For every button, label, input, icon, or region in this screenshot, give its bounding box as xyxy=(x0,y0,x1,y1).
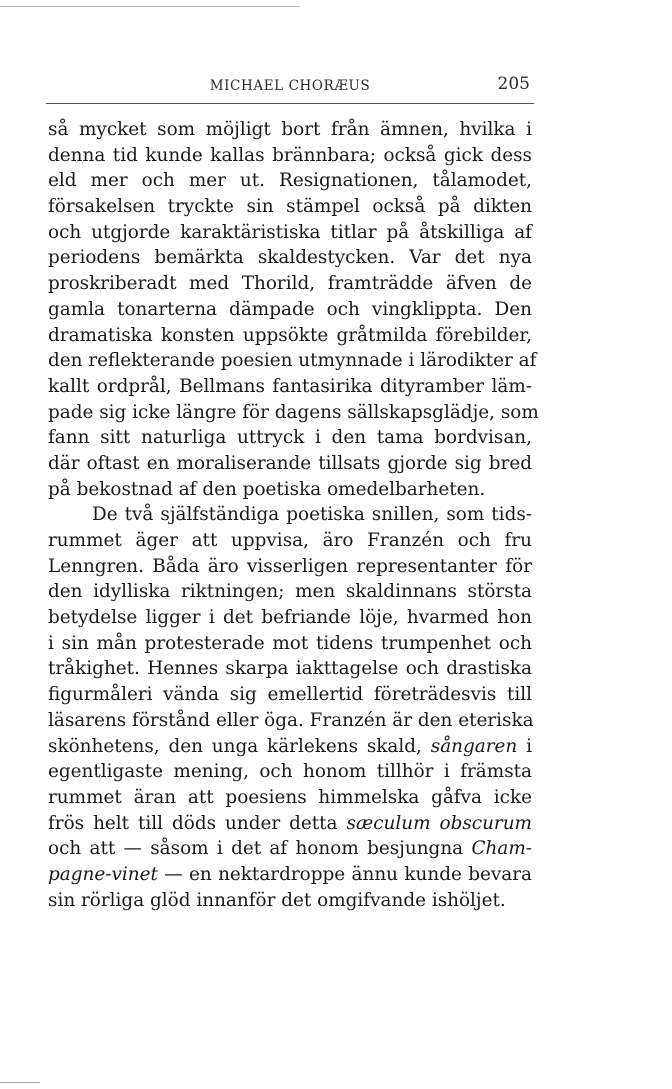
running-head: MICHAEL CHORÆUS xyxy=(209,78,371,94)
text-line: pade sig icke längre för dagens sällskapsglädje, som xyxy=(48,401,539,423)
text-line: tråkighet. Hennes skarpa iakttagelse och drastiska xyxy=(48,658,532,680)
text-line: sin rörliga glöd innanför det omgifvande ishöljet. xyxy=(48,889,506,911)
text-line: De två själfständiga poetiska snillen, som tids- xyxy=(92,504,532,526)
text-line: Lenngren. Båda äro visserligen representanter för xyxy=(48,555,532,577)
scan-edge-line-top xyxy=(0,6,300,7)
header-rule xyxy=(46,103,534,104)
text-line: kallt ordprål, Bellmans fantasirika dityramber läm- xyxy=(48,375,532,397)
italic-text: sångaren xyxy=(430,735,518,757)
text-line: figurmåleri vända sig emellertid företrädesvis till xyxy=(48,684,532,706)
text-run: skönhetens, den unga kärlekens skald, xyxy=(48,735,422,757)
text-line xyxy=(48,811,532,837)
text-line: betydelse ligger i det befriande löje, hvarmed hon xyxy=(48,607,532,629)
text-run: frös helt till döds under detta xyxy=(48,812,338,834)
text-line: periodens bemärkta skaldestycken. Var det nya xyxy=(48,247,532,269)
text-run: och att — såsom i det af honom besjungna xyxy=(48,838,464,860)
text-line xyxy=(48,862,532,888)
text-line: den reflekterande poesien utmynnade i lärodikter af xyxy=(48,350,537,372)
text-run: — en nektardroppe ännu kunde bevara xyxy=(164,863,532,885)
text-line: egentligaste mening, och honom tillhör i främsta xyxy=(48,761,532,783)
text-line: och utgjorde karaktäristiska titlar på åtskilliga af xyxy=(48,221,532,243)
paragraph-2 xyxy=(48,502,532,913)
page-header xyxy=(46,74,534,98)
text-line: där oftast en moraliserande tillsats gjorde sig bred xyxy=(48,452,532,474)
text-line: gamla tonarterna dämpade och vingklippta. Den xyxy=(48,298,532,320)
text-line: i sin mån protesterade mot tidens trumpenhet och xyxy=(48,632,532,654)
text-line: försakelsen tryckte sin stämpel också på dikten xyxy=(48,196,532,218)
text-line: rummet äran att poesiens himmelska gåfva icke xyxy=(48,786,532,808)
text-line: läsarens förstånd eller öga. Franzén är den eteriska xyxy=(48,709,534,731)
text-line: rummet äger att uppvisa, äro Franzén och fru xyxy=(48,530,532,551)
italic-text: Cham- xyxy=(471,838,532,860)
text-line: dramatiska konsten uppsökte gråtmilda förebilder, xyxy=(48,324,532,346)
text-line: fann sitt naturliga uttryck i den tama bordvisan, xyxy=(48,427,532,449)
text-line: eld mer och mer ut. Resignationen, tålamodet, xyxy=(48,170,532,192)
scan-edge-line-bottom xyxy=(0,1082,40,1083)
italic-text: sæculum obscurum xyxy=(346,812,532,834)
text-line: denna tid kunde kallas brännbara; också gick dess xyxy=(48,144,532,166)
text-line: den idylliska riktningen; men skaldinnans största xyxy=(48,581,532,603)
text-line: så mycket som möjligt bort från ämnen, hvilka i xyxy=(48,119,532,140)
text-line xyxy=(48,734,532,760)
page-number: 205 xyxy=(497,74,530,94)
text-line: proskriberadt med Thorild, framträdde äfven de xyxy=(48,273,532,295)
paragraph-1 xyxy=(48,117,539,502)
body-text xyxy=(48,117,539,913)
text-line: på bekostnad af den poetiska omedelbarheten. xyxy=(48,478,486,500)
text-line xyxy=(48,836,532,862)
italic-text: pagne-vinet xyxy=(48,863,158,885)
text-run: i xyxy=(526,735,532,757)
